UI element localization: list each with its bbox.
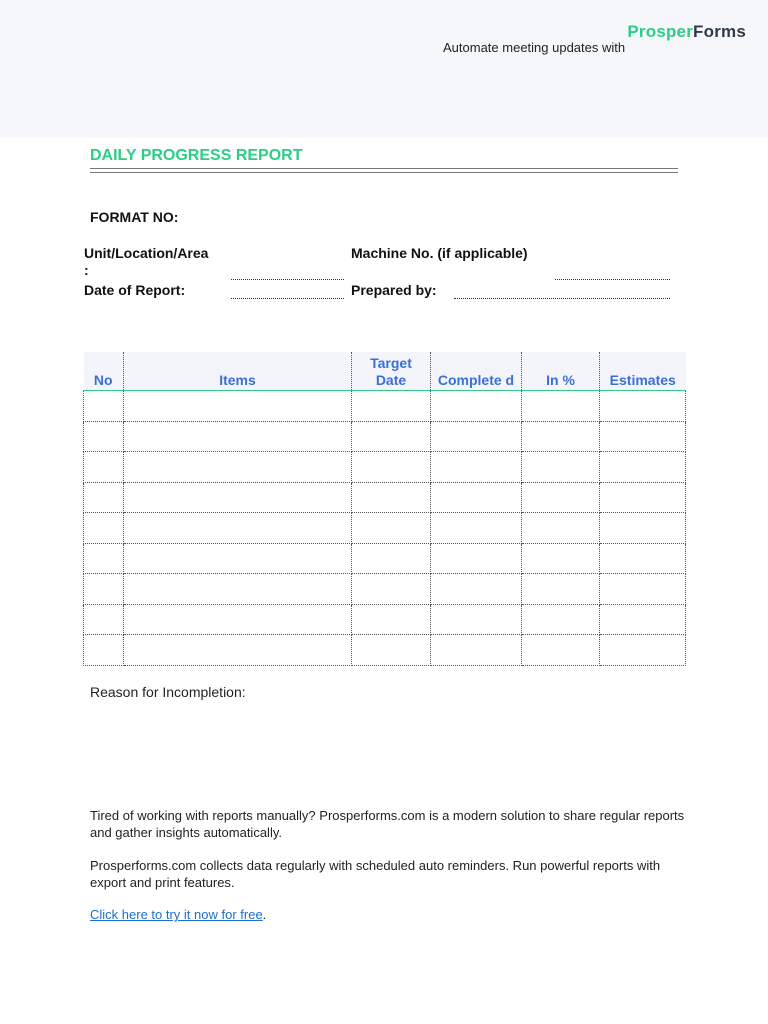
column-header-completed: Complete d bbox=[431, 352, 522, 391]
table-cell-in-percent[interactable] bbox=[522, 604, 600, 635]
table-row bbox=[84, 635, 686, 666]
progress-table bbox=[83, 352, 686, 666]
table-cell-completed[interactable] bbox=[431, 452, 522, 483]
table-cell-in-percent[interactable] bbox=[522, 391, 600, 422]
promo-cta-line bbox=[90, 906, 690, 923]
table-cell-no[interactable] bbox=[84, 513, 124, 544]
table-cell-completed[interactable] bbox=[431, 574, 522, 605]
table-cell-no[interactable] bbox=[84, 635, 124, 666]
unit-location-colon: : bbox=[84, 262, 89, 278]
table-row bbox=[84, 421, 686, 452]
table-cell-no[interactable] bbox=[84, 421, 124, 452]
table-row bbox=[84, 482, 686, 513]
logo-text-prosper: Prosper bbox=[627, 22, 694, 41]
table-cell-target-date[interactable] bbox=[352, 543, 431, 574]
format-no-label: FORMAT NO: bbox=[90, 209, 179, 225]
date-of-report-label: Date of Report: bbox=[84, 282, 186, 298]
table-row bbox=[84, 543, 686, 574]
column-header-items: Items bbox=[124, 352, 352, 391]
table-cell-target-date[interactable] bbox=[352, 452, 431, 483]
table-cell-estimates[interactable] bbox=[600, 574, 686, 605]
table-cell-completed[interactable] bbox=[431, 513, 522, 544]
promo-cta-period: . bbox=[262, 907, 267, 922]
reason-for-incompletion-label: Reason for Incompletion: bbox=[90, 684, 246, 700]
table-cell-completed[interactable] bbox=[431, 391, 522, 422]
table-cell-estimates[interactable] bbox=[600, 635, 686, 666]
table-cell-no[interactable] bbox=[84, 604, 124, 635]
logo-text-forms: Forms bbox=[693, 22, 746, 41]
table-cell-target-date[interactable] bbox=[352, 391, 431, 422]
table-row bbox=[84, 391, 686, 422]
table-cell-items[interactable] bbox=[124, 421, 352, 452]
table-cell-items[interactable] bbox=[124, 513, 352, 544]
table-cell-completed[interactable] bbox=[431, 421, 522, 452]
table-cell-items[interactable] bbox=[124, 543, 352, 574]
table-cell-target-date[interactable] bbox=[352, 635, 431, 666]
table-cell-completed[interactable] bbox=[431, 543, 522, 574]
table-cell-items[interactable] bbox=[124, 574, 352, 605]
prosperforms-logo[interactable] bbox=[627, 22, 746, 42]
table-row bbox=[84, 604, 686, 635]
table-cell-in-percent[interactable] bbox=[522, 635, 600, 666]
unit-location-label: Unit/Location/Area bbox=[84, 245, 209, 261]
table-cell-estimates[interactable] bbox=[600, 391, 686, 422]
table-cell-target-date[interactable] bbox=[352, 604, 431, 635]
table-cell-completed[interactable] bbox=[431, 635, 522, 666]
try-free-link[interactable]: Click here to try it now for free bbox=[90, 907, 263, 922]
prepared-by-label: Prepared by: bbox=[351, 282, 437, 298]
header-band bbox=[0, 0, 768, 138]
table-cell-no[interactable] bbox=[84, 452, 124, 483]
prepared-by-field[interactable] bbox=[454, 298, 670, 299]
table-cell-items[interactable] bbox=[124, 635, 352, 666]
table-cell-items[interactable] bbox=[124, 604, 352, 635]
table-cell-target-date[interactable] bbox=[352, 513, 431, 544]
table-cell-estimates[interactable] bbox=[600, 604, 686, 635]
unit-location-field[interactable] bbox=[231, 279, 344, 280]
table-row bbox=[84, 513, 686, 544]
machine-no-label: Machine No. (if applicable) bbox=[351, 245, 528, 261]
table-cell-no[interactable] bbox=[84, 543, 124, 574]
table-cell-in-percent[interactable] bbox=[522, 421, 600, 452]
table-cell-estimates[interactable] bbox=[600, 543, 686, 574]
promo-paragraph-2: Prosperforms.com collects data regularly with scheduled auto reminders. Run powerful reports with export and print features. bbox=[90, 858, 661, 890]
column-header-in-percent: In % bbox=[522, 352, 600, 391]
table-cell-in-percent[interactable] bbox=[522, 482, 600, 513]
table-cell-no[interactable] bbox=[84, 574, 124, 605]
table-cell-items[interactable] bbox=[124, 482, 352, 513]
table-cell-in-percent[interactable] bbox=[522, 574, 600, 605]
table-cell-estimates[interactable] bbox=[600, 482, 686, 513]
table-cell-items[interactable] bbox=[124, 452, 352, 483]
table-cell-estimates[interactable] bbox=[600, 452, 686, 483]
table-cell-in-percent[interactable] bbox=[522, 513, 600, 544]
table-cell-target-date[interactable] bbox=[352, 421, 431, 452]
table-row bbox=[84, 452, 686, 483]
column-header-no: No bbox=[84, 352, 124, 391]
column-header-estimates: Estimates bbox=[600, 352, 686, 391]
table-cell-estimates[interactable] bbox=[600, 513, 686, 544]
table-cell-target-date[interactable] bbox=[352, 574, 431, 605]
promo-paragraph-1: Tired of working with reports manually? Prosperforms.com is a modern solution to share regular reports and gather insights automatically. bbox=[90, 808, 685, 840]
table-cell-no[interactable] bbox=[84, 391, 124, 422]
title-divider bbox=[90, 168, 678, 173]
table-cell-completed[interactable] bbox=[431, 482, 522, 513]
table-cell-target-date[interactable] bbox=[352, 482, 431, 513]
column-header-target-date: Target Date bbox=[352, 352, 431, 391]
table-cell-estimates[interactable] bbox=[600, 421, 686, 452]
report-title: DAILY PROGRESS REPORT bbox=[90, 147, 303, 164]
table-cell-items[interactable] bbox=[124, 391, 352, 422]
table-cell-completed[interactable] bbox=[431, 604, 522, 635]
machine-no-field[interactable] bbox=[555, 279, 670, 280]
date-of-report-field[interactable] bbox=[231, 298, 344, 299]
table-cell-in-percent[interactable] bbox=[522, 543, 600, 574]
table-cell-in-percent[interactable] bbox=[522, 452, 600, 483]
table-cell-no[interactable] bbox=[84, 482, 124, 513]
header-tagline: Automate meeting updates with bbox=[443, 40, 626, 55]
table-header-row bbox=[84, 352, 686, 391]
table-row bbox=[84, 574, 686, 605]
